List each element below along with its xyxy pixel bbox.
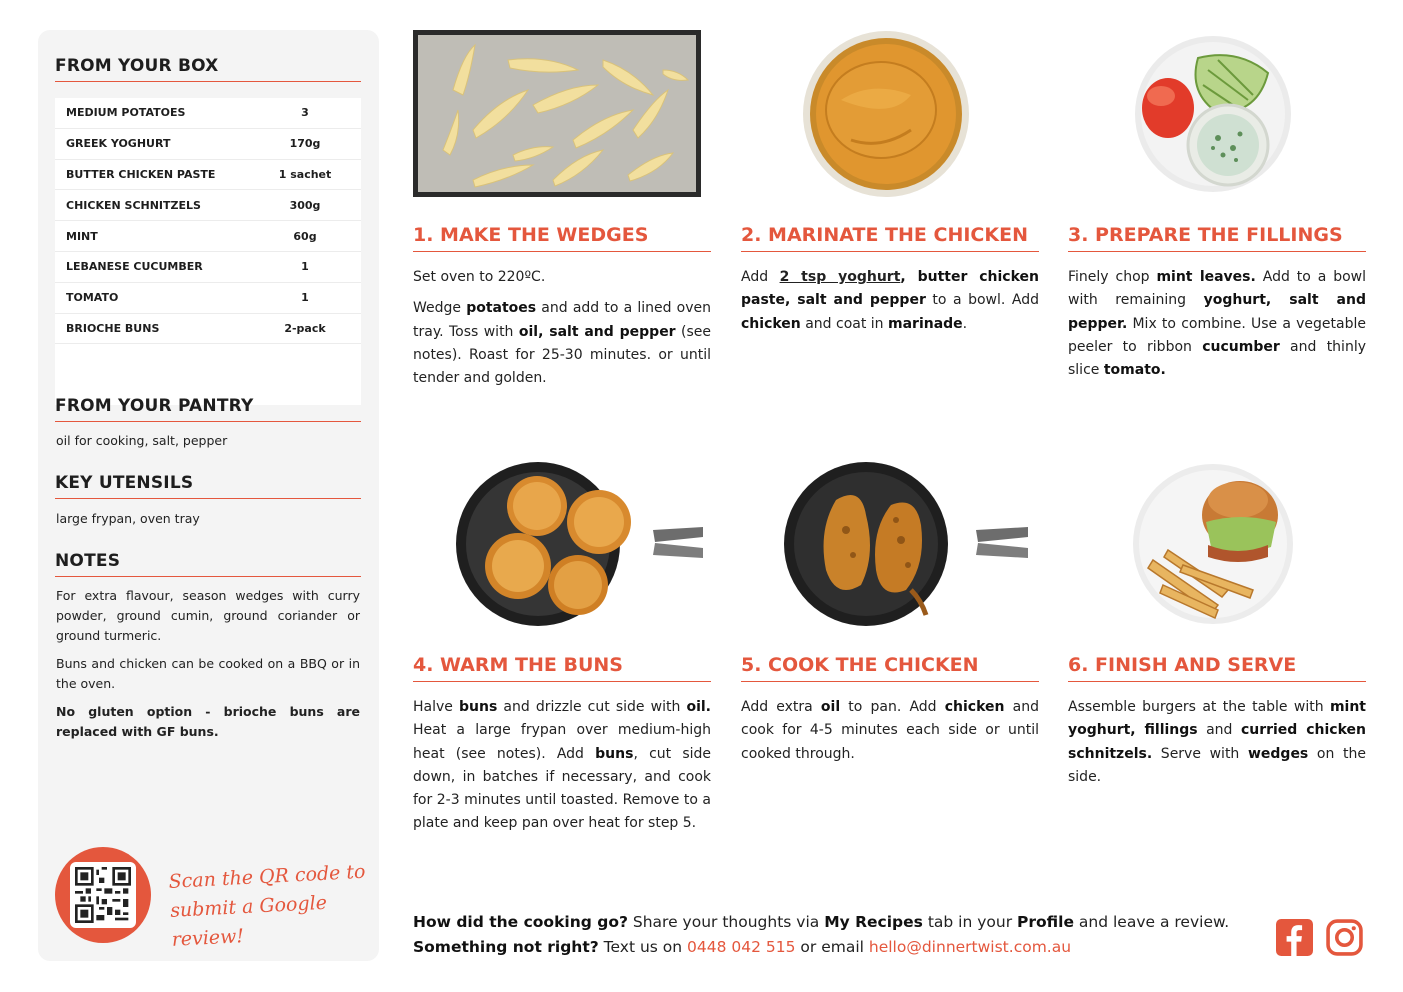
text-run-bold: oil — [820, 699, 841, 715]
text-run-bold: oil. — [686, 699, 711, 715]
text-run-bold: curried chicken schnitzels. — [1068, 722, 1366, 762]
text-run: tab in your — [922, 913, 1018, 931]
box-ingredients-table — [55, 98, 361, 405]
ingredient-qty: 1 — [301, 291, 309, 305]
buns-pan-photo — [413, 460, 703, 628]
ingredient-qty: 1 sachet — [278, 167, 332, 181]
step-paragraph — [741, 696, 1039, 766]
text-run: Add — [741, 269, 780, 285]
text-run: Wedge — [413, 300, 467, 317]
ingredient-qty: 3 — [301, 106, 309, 120]
text-run: Add extra — [741, 699, 821, 715]
text-run-bold: chicken — [741, 315, 801, 332]
facebook-icon[interactable] — [1276, 919, 1313, 956]
text-run: and — [1197, 722, 1241, 739]
footer-line-2 — [413, 935, 1229, 960]
ingredient-qty: 300g — [289, 198, 321, 212]
step-title: 6. FINISH AND SERVE — [1068, 654, 1366, 682]
text-run: Heat a large frypan over medium-high heat (see notes). Add — [413, 722, 711, 762]
step-paragraph — [413, 297, 711, 390]
text-run-bold: chicken — [944, 699, 1005, 715]
text-run: and cook for 4-5 minutes each side or until cooked through. — [741, 699, 1040, 762]
sidebar — [38, 30, 379, 961]
text-run-bold: mint yoghurt, fillings — [1068, 699, 1366, 739]
ingredient-qty: 60g — [293, 229, 317, 243]
table-row — [55, 221, 361, 252]
ingredient-name: GREEK YOGHURT — [66, 137, 171, 151]
text-run: and add to a lined oven tray. Toss with — [413, 300, 711, 340]
ingredient-name: LEBANESE CUCUMBER — [66, 260, 203, 274]
burger-plate-photo — [1068, 460, 1358, 628]
text-run: . — [962, 315, 968, 332]
qr-caption — [168, 857, 383, 955]
step-paragraph — [1068, 266, 1366, 382]
ingredient-name: MINT — [66, 229, 98, 243]
profile-link[interactable]: Profile — [1017, 913, 1074, 931]
step-title: 1. MAKE THE WEDGES — [413, 224, 711, 252]
text-run-bold: mint leaves. — [1156, 269, 1256, 285]
text-run-bold: cucumber — [1202, 338, 1280, 355]
utensils-text: large frypan, oven tray — [56, 511, 200, 526]
notes-text — [56, 586, 360, 750]
table-row — [55, 314, 361, 345]
footer-line-1 — [413, 910, 1229, 935]
text-run: Assemble burgers at the table with — [1068, 699, 1330, 715]
ingredient-name: MEDIUM POTATOES — [66, 106, 186, 120]
text-run: Share your thoughts via — [627, 913, 825, 931]
qr-caption-line: submit a Google review! — [169, 891, 328, 951]
footer — [413, 910, 1229, 960]
fillings-plate-photo — [1068, 30, 1358, 198]
text-run-bold: yoghurt, salt and pepper. — [1068, 292, 1366, 332]
text-run: (see notes). Roast for 25-30 minutes. or until tender and golden. — [413, 323, 711, 387]
text-run-bold: How did the cooking go? — [413, 913, 628, 931]
step-paragraph: Set oven to 220ºC. — [413, 269, 546, 285]
ingredient-qty: 170g — [289, 137, 321, 151]
text-run-bold: wedges — [1247, 745, 1309, 762]
text-run-bold: buns — [459, 699, 498, 715]
marinated-chicken-photo — [741, 30, 1031, 198]
table-row — [55, 160, 361, 191]
phone-link[interactable]: 0448 042 515 — [687, 938, 796, 956]
text-run-underlined: 2 tsp yoghurt — [779, 269, 901, 285]
wedges-tray-photo — [413, 30, 703, 198]
table-row — [55, 190, 361, 221]
note-paragraph: Buns and chicken can be cooked on a BBQ or in the oven. — [56, 656, 360, 691]
note-paragraph: No gluten option - brioche buns are replaced with GF buns. — [56, 704, 360, 739]
text-run: Finely chop — [1068, 269, 1157, 285]
ingredient-qty: 1 — [301, 260, 309, 274]
step-1-text — [413, 266, 711, 398]
text-run-bold: , butter chicken paste, salt and pepper — [741, 269, 1039, 309]
ingredient-name: BUTTER CHICKEN PASTE — [66, 167, 216, 181]
step-paragraph — [1068, 696, 1366, 789]
text-run-bold: buns — [595, 745, 634, 762]
ingredient-name: BRIOCHE BUNS — [66, 321, 160, 335]
email-link[interactable]: hello@dinnertwist.com.au — [868, 938, 1072, 956]
step-4-text — [413, 696, 711, 844]
utensils-title: KEY UTENSILS — [55, 473, 361, 499]
step-title: 2. MARINATE THE CHICKEN — [741, 224, 1039, 252]
ingredient-qty: 2-pack — [284, 321, 326, 335]
step-6-text — [1068, 696, 1366, 797]
qr-badge[interactable] — [55, 847, 151, 943]
step-5-text — [741, 696, 1039, 774]
step-title: 5. COOK THE CHICKEN — [741, 654, 1039, 682]
note-paragraph: For extra flavour, season wedges with curry powder, ground cumin, ground coriander or ground turmeric. — [56, 588, 360, 643]
text-run-bold: marinade — [888, 315, 963, 332]
text-run: Serve with — [1152, 745, 1248, 762]
qr-code-icon — [70, 862, 136, 928]
text-run: and thinly slice — [1068, 338, 1366, 379]
step-title: 4. WARM THE BUNS — [413, 654, 711, 682]
qr-caption-line: Scan the QR code to — [168, 860, 366, 893]
text-run: and drizzle cut side with — [497, 699, 687, 715]
ingredient-name: TOMATO — [66, 291, 119, 305]
text-run: Mix to combine. Use a vegetable peeler to ribbon — [1068, 315, 1366, 355]
text-run-bold: Something not right? — [413, 938, 599, 956]
text-run: Text us on — [598, 938, 688, 956]
my-recipes-link[interactable]: My Recipes — [824, 913, 923, 931]
ingredient-name: CHICKEN SCHNITZELS — [66, 198, 201, 212]
text-run: Halve — [413, 699, 459, 715]
table-row — [55, 283, 361, 314]
step-title: 3. PREPARE THE FILLINGS — [1068, 224, 1366, 252]
notes-title: NOTES — [55, 551, 361, 577]
text-run: to pan. Add — [840, 699, 945, 715]
text-run: to a bowl. Add — [925, 292, 1039, 309]
text-run: or email — [795, 938, 869, 956]
table-row — [55, 252, 361, 283]
text-run: on the side. — [1068, 745, 1366, 785]
table-row — [55, 129, 361, 160]
text-run: and leave a review. — [1073, 913, 1230, 931]
instagram-icon[interactable] — [1326, 919, 1363, 956]
text-run-bold: tomato. — [1103, 362, 1166, 379]
table-row — [55, 98, 361, 129]
chicken-pan-photo — [741, 460, 1031, 628]
text-run-bold: potatoes — [466, 300, 537, 317]
text-run: , cut side down, in batches if necessary, and cook for 2-3 minutes until toasted. Remove to a plate and keep pan over heat for step 5. — [413, 745, 711, 832]
step-3-text — [1068, 266, 1366, 390]
text-run-bold: oil, salt and pepper — [518, 323, 676, 340]
text-run: and coat in — [800, 315, 888, 332]
step-paragraph — [741, 266, 1039, 336]
pantry-text: oil for cooking, salt, pepper — [56, 433, 228, 448]
box-title: FROM YOUR BOX — [55, 56, 361, 82]
pantry-title: FROM YOUR PANTRY — [55, 396, 361, 422]
step-paragraph — [413, 696, 711, 836]
text-run: Add to a bowl with remaining — [1068, 269, 1367, 309]
step-2-text — [741, 266, 1039, 344]
